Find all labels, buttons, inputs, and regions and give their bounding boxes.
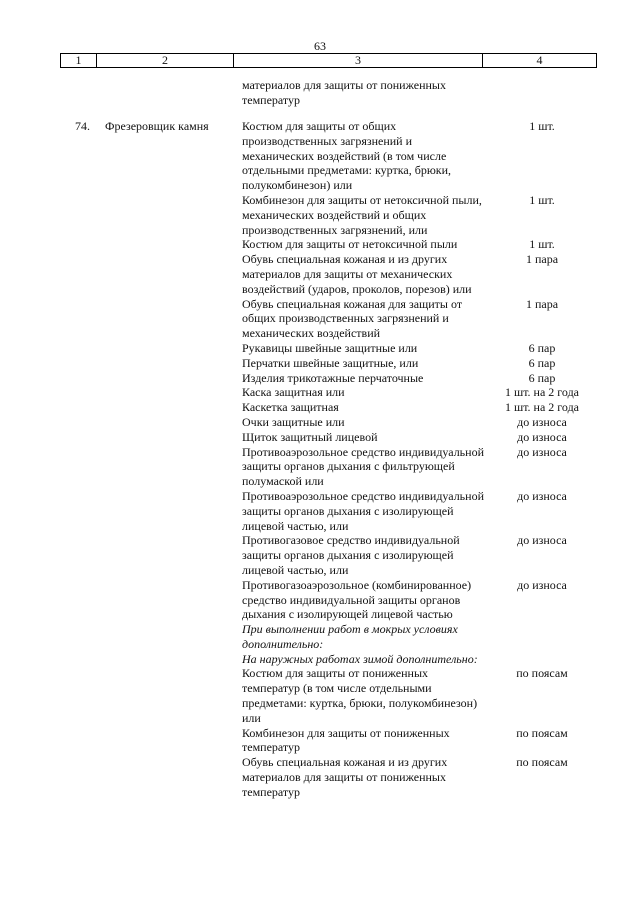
table-row [242, 755, 597, 799]
table-row [242, 297, 597, 341]
item-quantity: по поясам [516, 666, 568, 681]
table-row [242, 666, 597, 725]
table-row [242, 400, 597, 415]
item-quantity: до износа [517, 444, 567, 459]
item-quantity: до износа [517, 414, 567, 429]
table-row [242, 652, 597, 667]
item-quantity: 1 шт. на 2 года [504, 400, 580, 415]
item-name: Противоаэрозольное средство индивидуальной защиты органов дыхания с изолирующей лицевой частью, или [242, 488, 484, 533]
table-header-row [60, 53, 597, 68]
header-col-3: 3 [234, 54, 483, 67]
table-row [242, 252, 597, 296]
item-quantity: до износа [517, 429, 567, 444]
item-name: Противогазовое средство индивидуальной защиты органов дыхания с изолирующей лицевой частью, или [242, 533, 460, 577]
table-row [242, 415, 597, 430]
item-name: Изделия трикотажные перчаточные [242, 370, 424, 385]
item-quantity: 6 пар [528, 370, 556, 385]
item-name: Обувь специальная кожаная и из других материалов для защиты от пониженных температур [242, 755, 448, 799]
header-col-1: 1 [61, 54, 97, 67]
table-row [242, 578, 597, 622]
item-name: Перчатки швейные защитные, или [242, 355, 419, 370]
item-name: Очки защитные или [242, 414, 345, 429]
item-name: Обувь специальная кожаная и из других материалов для защиты от механических воздействий (ударов, проколов, порезов) или [242, 252, 472, 296]
table-row [242, 341, 597, 356]
table-row [242, 356, 597, 371]
table-row [242, 237, 597, 252]
item-name: Каскетка защитная [242, 400, 339, 415]
table-row [242, 385, 597, 400]
item-quantity: по поясам [516, 755, 568, 770]
item-quantity [487, 652, 597, 667]
table-row [242, 371, 597, 386]
item-quantity: 1 шт. [529, 192, 555, 207]
item-quantity [487, 622, 597, 652]
continuation-text: материалов для защиты от пониженных температур [242, 78, 446, 107]
item-name: При выполнении работ в мокрых условиях дополнительно: [242, 622, 458, 651]
table-row [242, 119, 597, 193]
table-row [242, 533, 597, 577]
item-name: Щиток защитный лицевой [242, 429, 378, 444]
item-name: Костюм для защиты от нетоксичной пыли [242, 237, 458, 252]
item-quantity: 1 шт. [529, 237, 555, 252]
item-name: Рукавицы швейные защитные или [242, 340, 418, 355]
item-quantity: 6 пар [528, 340, 556, 355]
item-quantity: 1 шт. на 2 года [504, 385, 580, 400]
item-quantity: до износа [517, 533, 567, 548]
item-name: Противоаэрозольное средство индивидуальной защиты органов дыхания с фильтрующей полумаской или [242, 444, 484, 489]
item-name: Каска защитная или [242, 385, 345, 400]
entry-number: 74. [75, 119, 90, 133]
table-row [242, 430, 597, 445]
item-quantity: до износа [517, 488, 567, 503]
table-row [242, 193, 597, 237]
item-quantity: до износа [517, 577, 567, 592]
item-name: Комбинезон для защиты от нетоксичной пыли, механических воздействий и общих производственных загрязнений, или [242, 192, 482, 237]
header-col-4: 4 [536, 53, 543, 67]
table-row [242, 445, 597, 489]
item-quantity: по поясам [516, 725, 568, 740]
item-name: На наружных работах зимой дополнительно: [242, 651, 478, 666]
item-quantity: 1 пара [525, 252, 559, 267]
item-quantity: 1 шт. [529, 119, 555, 133]
entry-profession: Фрезеровщик камня [105, 119, 209, 133]
ppe-item-list [242, 119, 597, 800]
item-name: Противогазоаэрозольное (комбинированное) средство индивидуальной защиты органов дыхания с изолирующей лицевой частью [242, 577, 472, 622]
page-number: 63 [314, 39, 326, 53]
header-col-2: 2 [97, 54, 234, 67]
item-name: Комбинезон для защиты от пониженных температур [242, 725, 450, 755]
item-quantity: 6 пар [528, 355, 556, 370]
item-quantity: 1 пара [525, 296, 559, 311]
item-name: Обувь специальная кожаная для защиты от общих производственных загрязнений и механических воздействий [242, 296, 463, 341]
table-row [242, 726, 597, 756]
item-name: Костюм для защиты от общих производственных загрязнений и механических воздействий (в том числе отдельными предметами: куртка, брюки, полукомбинезон) или [242, 119, 452, 193]
item-name: Костюм для защиты от пониженных температур (в том числе отдельными предметами: куртка, брюки, полукомбинезон) или [242, 666, 478, 725]
table-row [242, 489, 597, 533]
table-row [242, 622, 597, 652]
